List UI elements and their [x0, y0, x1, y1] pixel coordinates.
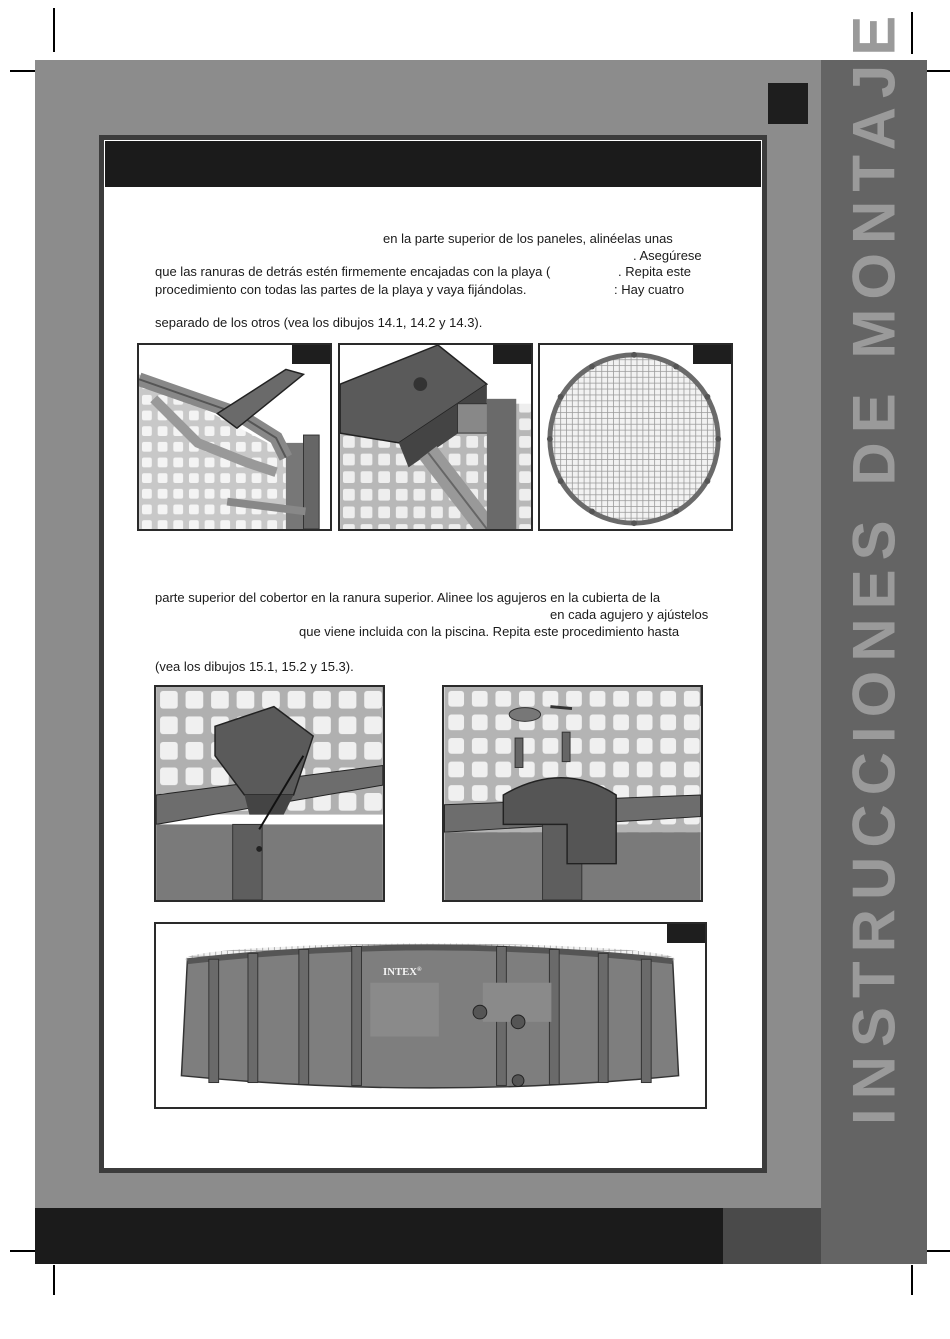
crop-mark: [925, 1250, 950, 1252]
step14-line4b: : Hay cuatro: [614, 282, 685, 297]
footer-corner: [723, 1208, 821, 1264]
step14-line3b: . Repita este: [618, 264, 691, 279]
figure-15-1-illustration: [156, 687, 383, 900]
step15-line1: parte superior del cobertor en la ranura superior. Alinee los agujeros en la cubierta de la: [155, 590, 661, 605]
crop-mark: [53, 1265, 55, 1295]
figure-15-2-illustration: [444, 687, 701, 900]
step15-line4: (vea los dibujos 15.1, 15.2 y 15.3).: [155, 659, 354, 674]
crop-mark: [53, 8, 55, 52]
section-header-bar: [105, 141, 761, 187]
step14-line1: en la parte superior de los paneles, alinéelas unas: [383, 231, 673, 246]
crop-mark: [911, 12, 913, 54]
figure-15-2: [442, 685, 703, 902]
pool-brand-text: INTEX®: [383, 965, 422, 978]
figure-14-3-illustration: [540, 345, 731, 529]
figure-15-3: [154, 922, 707, 1109]
figure-14-1-illustration: [139, 345, 330, 529]
figure-14-2: [338, 343, 533, 531]
step14-line3: que las ranuras de detrás estén firmemente encajadas con la playa (: [155, 264, 551, 279]
page-number-badge: [768, 83, 808, 124]
step14-line4: procedimiento con todas las partes de la playa y vaya fijándolas.: [155, 282, 527, 297]
step14-line5: separado de los otros (vea los dibujos 14.1, 14.2 y 14.3).: [155, 315, 483, 330]
figure-14-3: [538, 343, 733, 531]
side-title: INSTRUCCIONES DE MONTAJE: [840, 6, 908, 1125]
crop-mark: [925, 70, 950, 72]
step15-line2: en cada agujero y ajústelos: [550, 607, 709, 622]
step15-line3: que viene incluida con la piscina. Repita este procedimiento hasta: [299, 624, 680, 639]
crop-mark: [911, 1265, 913, 1295]
figure-15-1: [154, 685, 385, 902]
figure-15-3-illustration: [156, 924, 705, 1107]
footer-bar: [35, 1208, 723, 1264]
figure-14-2-illustration: [340, 345, 531, 529]
figure-14-1: [137, 343, 332, 531]
step14-line2: . Asegúrese: [633, 248, 702, 263]
